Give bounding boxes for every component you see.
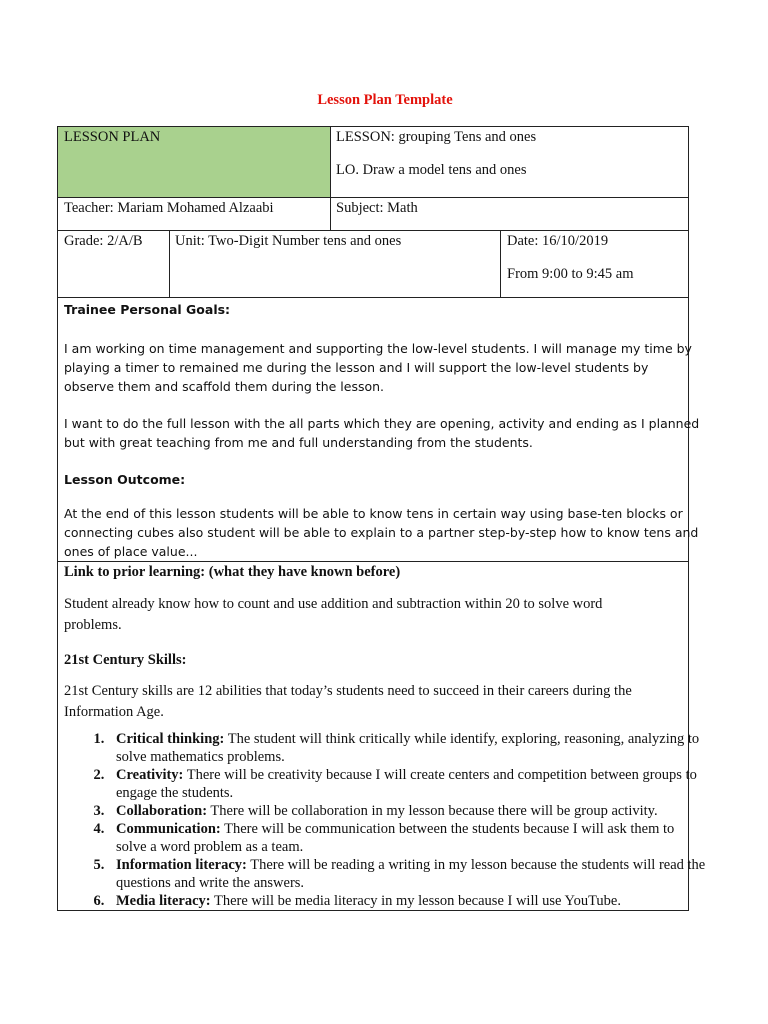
grade-cell	[57, 230, 170, 298]
skill-text: There will be media literacy in my lesson because I will use YouTube.	[210, 893, 621, 909]
unit: Unit: Two-Digit Number tens and ones	[175, 233, 402, 249]
skills-list	[62, 730, 708, 910]
skill-text: There will be reading a writing in my lesson because the students will read the questions and write the answers.	[116, 857, 706, 891]
skill-name: Media literacy:	[116, 893, 211, 909]
skill-item	[108, 766, 708, 802]
skill-name: Creativity:	[116, 767, 184, 783]
outcome-line: At the end of this lesson students will be able to know tens in certain way using base-ten blocks or	[64, 506, 683, 521]
time: From 9:00 to 9:45 am	[507, 266, 634, 282]
skill-item	[108, 820, 708, 856]
lesson-cell	[330, 126, 689, 198]
goals-line: I am working on time management and supporting the low-level students. I will manage my time by	[64, 341, 692, 356]
goals-line: I want to do the full lesson with the all parts which they are opening, activity and ending as I planned	[64, 416, 700, 431]
subject: Subject: Math	[336, 200, 418, 216]
skill-item	[108, 856, 708, 892]
skills-intro-line: Information Age.	[64, 704, 164, 720]
document-title: Lesson Plan Template	[317, 92, 453, 108]
outcome-heading: Lesson Outcome:	[64, 472, 186, 487]
outcome-line: ones of place value...	[64, 544, 198, 559]
skills-intro-line: 21st Century skills are 12 abilities that today’s students need to succeed in their careers during the	[64, 683, 632, 699]
skill-text: There will be creativity because I will create centers and competition between groups to engage the students.	[116, 767, 697, 801]
lesson-plan-cell	[57, 126, 331, 198]
unit-cell	[169, 230, 501, 298]
grade: Grade: 2/A/B	[64, 233, 143, 249]
skill-item	[108, 730, 708, 766]
skill-text: There will be communication between the students because I will ask them to solve a word problem as a team.	[116, 821, 675, 855]
prior-line: Student already know how to count and use addition and subtraction within 20 to solve word	[64, 596, 603, 612]
prior-line: problems.	[64, 617, 122, 633]
skills-heading: 21st Century Skills:	[64, 652, 187, 668]
date-cell	[500, 230, 689, 298]
date: Date: 16/10/2019	[507, 233, 609, 249]
prior-heading: Link to prior learning: (what they have known before)	[64, 564, 401, 580]
teacher-cell	[57, 197, 331, 231]
skill-name: Communication:	[116, 821, 221, 837]
teacher-name: Teacher: Mariam Mohamed Alzaabi	[64, 200, 274, 216]
skill-item	[108, 892, 708, 910]
goals-line: playing a timer to remained me during the lesson and I will support the low-level students by	[64, 360, 649, 375]
goals-line: but with great teaching from me and full understanding from the students.	[64, 435, 533, 450]
skill-item	[108, 802, 708, 820]
goals-section	[57, 297, 700, 562]
goals-line: observe them and scaffold them during the lesson.	[64, 379, 385, 394]
skill-text: There will be collaboration in my lesson because there will be group activity.	[207, 803, 658, 819]
outcome-line: connecting cubes also student will be able to explain to a partner step-by-step how to know tens and	[64, 525, 699, 540]
learning-objective: LO. Draw a model tens and ones	[336, 162, 527, 178]
skill-text: The student will think critically while identify, exploring, reasoning, analyzing to solve mathematics problems.	[116, 731, 700, 765]
lesson-name: LESSON: grouping Tens and ones	[336, 129, 537, 145]
lesson-plan-label: LESSON PLAN	[64, 129, 161, 145]
subject-cell	[330, 197, 689, 231]
skill-name: Collaboration:	[116, 803, 208, 819]
goals-heading: Trainee Personal Goals:	[64, 302, 231, 317]
skill-name: Information literacy:	[116, 857, 247, 873]
skill-name: Critical thinking:	[116, 731, 225, 747]
